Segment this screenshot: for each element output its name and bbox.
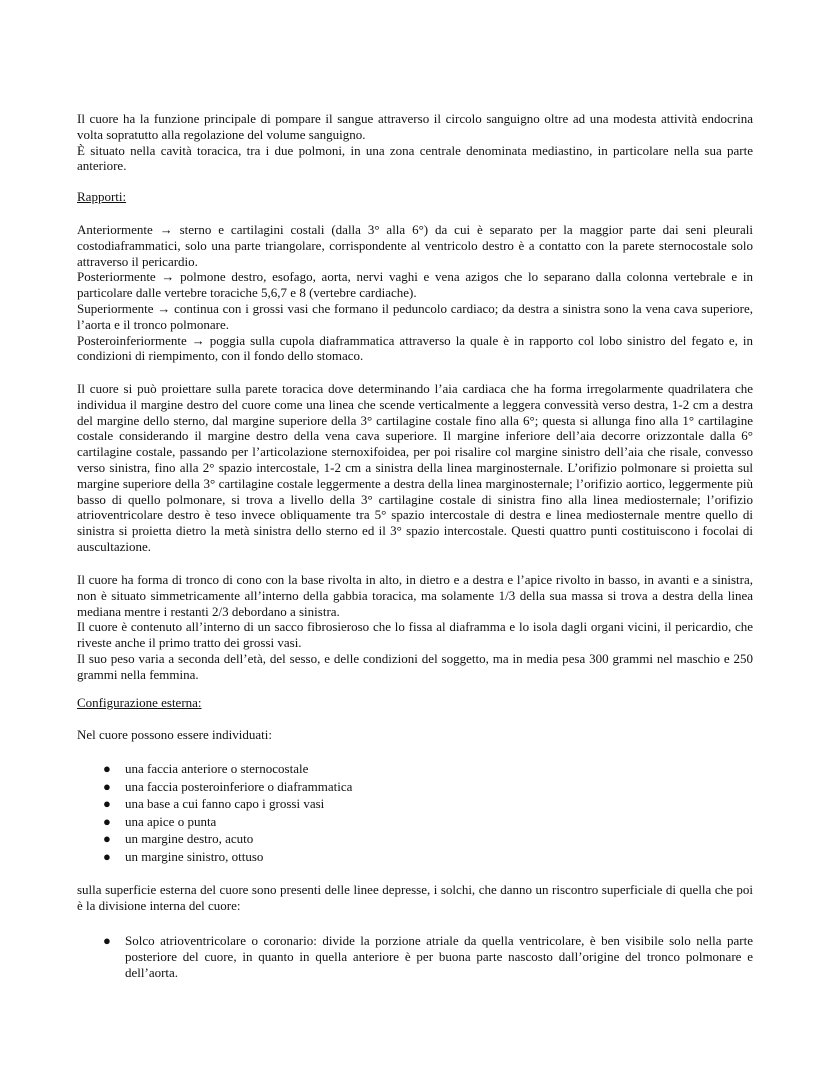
bullet-icon: ●	[103, 831, 111, 847]
bullet-icon: ●	[103, 761, 111, 776]
configurazione-lead-block	[77, 727, 753, 743]
paragraph: Superiormente → continua con i grossi vasi che formano il peduncolo cardiaco; da destra a sinistra sono la vena cava superiore, l’aorta e il tronco polmonare.	[77, 300, 753, 332]
list-item	[77, 795, 753, 813]
list-item-text: un margine sinistro, ottuso	[125, 848, 264, 864]
paragraph: Anteriormente → sterno e cartilagini costali (dalla 3° alla 6°) da cui è separato per la maggior parte dai seni pleurali costodiaframmatici, solo una parte triangolare, corrispondente al ventricolo destro è a contatto con la parete sternocostale solo attraverso il pericardio.	[77, 222, 753, 269]
list-item	[77, 778, 753, 796]
intro-section	[77, 111, 753, 174]
list-item	[77, 830, 753, 848]
bullet-icon: ●	[103, 933, 111, 948]
paragraph: Posteroinferiormente → poggia sulla cupola diaframmatica attraverso la quale è in rapporto col lobo sinistro del fegato e, in condizioni di riempimento, con il fondo dello stomaco.	[77, 332, 753, 364]
list-item-text: Solco atrioventricolare o coronario: divide la porzione atriale da quella ventricolare, è ben visibile solo nella parte posteriore del cuore, in quanto in quella anteriore è per buona parte nascosto dall’origine del tronco polmonare e dell’aorta.	[125, 933, 753, 980]
list-item-text: una apice o punta	[125, 813, 217, 829]
list-item-text: una base a cui fanno capo i grossi vasi	[125, 796, 325, 812]
list-item	[77, 760, 753, 778]
paragraph: Il cuore ha la funzione principale di pompare il sangue attraverso il circolo sanguigno oltre ad una modesta attività endocrina volta sopratutto alla regolazione del volume sanguigno.	[77, 111, 753, 142]
paragraph: Il cuore si può proiettare sulla parete toracica dove determinando l’aia cardiaca che ha forma irregolarmente quadrilatera che individua il margine destro del cuore come una linea che scende verticalmente a leggera convessità verso destra, 1-2 cm a destra del margine dello sterno, dal margine superiore della 3° cartilagine costale fino alla 6°; questa si allunga fino alla 1° cartilagine costale considerando il margine destro della vena cava superiore. Il margine inferiore dell’aia decorre orizzontale dalla 6° cartilagine costale, passando per l’articolazione sternoxifoidea, per poi risalire col margine sinistro dell’aia che risale, convesso verso sinistra, fino alla 2° spazio intercostale, 1-2 cm a sinistra della linea marginosternale. L’orifizio polmonare si proietta sul margine superiore della 3° cartilagine costale leggermente a destra della linea marginosternale; l’orifizio aortico, leggermente più basso di quello polmonare, si trova a livello della 3° cartilagine costale di sinistra fino alla linea mediosternale; l’orifizio atrioventricolare destro è teso invece obliquamente tra 5° spazio intercostale di destra e linea mediosternale mentre quello di sinistra si proietta dietro la metà sinistra dello sterno ed il 3° spazio intercostale. Questi quattro punti costituiscono i focolai di auscultazione.	[77, 381, 753, 554]
parts-list-block	[77, 760, 753, 866]
configurazione-heading-block	[77, 695, 753, 711]
rapporti-section	[77, 222, 753, 364]
forma-section	[77, 572, 753, 683]
bullet-icon: ●	[103, 813, 111, 829]
solchi-list	[77, 933, 753, 980]
bullet-icon: ●	[103, 778, 111, 794]
paragraph: Nel cuore possono essere individuati:	[77, 727, 272, 742]
solchi-intro-block	[77, 882, 753, 914]
section-heading: Configurazione esterna:	[77, 695, 202, 710]
paragraph: Il suo peso varia a seconda dell’età, del sesso, e delle condizioni del soggetto, ma in media pesa 300 grammi nel maschio e 250 grammi nella femmina.	[77, 650, 753, 682]
list-item	[77, 848, 753, 866]
paragraph: Il cuore è contenuto all’interno di un sacco fibrosieroso che lo fissa al diaframma e lo isola dagli organi vicini, il pericardio, che riveste anche il primo tratto dei grossi vasi.	[77, 619, 753, 651]
list-item-text: una faccia posteroinferiore o diaframmatica	[125, 778, 353, 794]
solchi-list-block	[77, 933, 753, 980]
paragraph: È situato nella cavità toracica, tra i due polmoni, in una zona centrale denominata mediastino, in particolare nella sua parte anteriore.	[77, 142, 753, 174]
list-item-text: un margine destro, acuto	[125, 831, 254, 847]
paragraph: Il cuore ha forma di tronco di cono con la base rivolta in alto, in dietro e a destra e l’apice rivolto in basso, in avanti e a sinistra, non è situato simmetricamente all’interno della gabbia toracica, ma solamente 1/3 della sua massa si trova a destra della linea mediana mentre i restanti 2/3 debordano a sinistra.	[77, 572, 753, 619]
proiezione-section	[77, 381, 753, 555]
section-heading: Rapporti:	[77, 189, 127, 204]
bullet-icon: ●	[103, 848, 111, 864]
bullet-icon: ●	[103, 796, 111, 812]
paragraph: Posteriormente → polmone destro, esofago, aorta, nervi vaghi e vena azigos che lo separano dalla colonna vertebrale e in particolare dalle vertebre toraciche 5,6,7 e 8 (vertebre cardiache).	[77, 269, 753, 301]
list-item	[77, 933, 753, 980]
parts-list	[77, 760, 753, 866]
list-item-text: una faccia anteriore o sternocostale	[125, 761, 309, 776]
paragraph: sulla superficie esterna del cuore sono presenti delle linee depresse, i solchi, che danno un riscontro superficiale di quella che poi è la divisione interna del cuore:	[77, 882, 753, 913]
rapporti-heading-block	[77, 189, 753, 205]
list-item	[77, 813, 753, 831]
